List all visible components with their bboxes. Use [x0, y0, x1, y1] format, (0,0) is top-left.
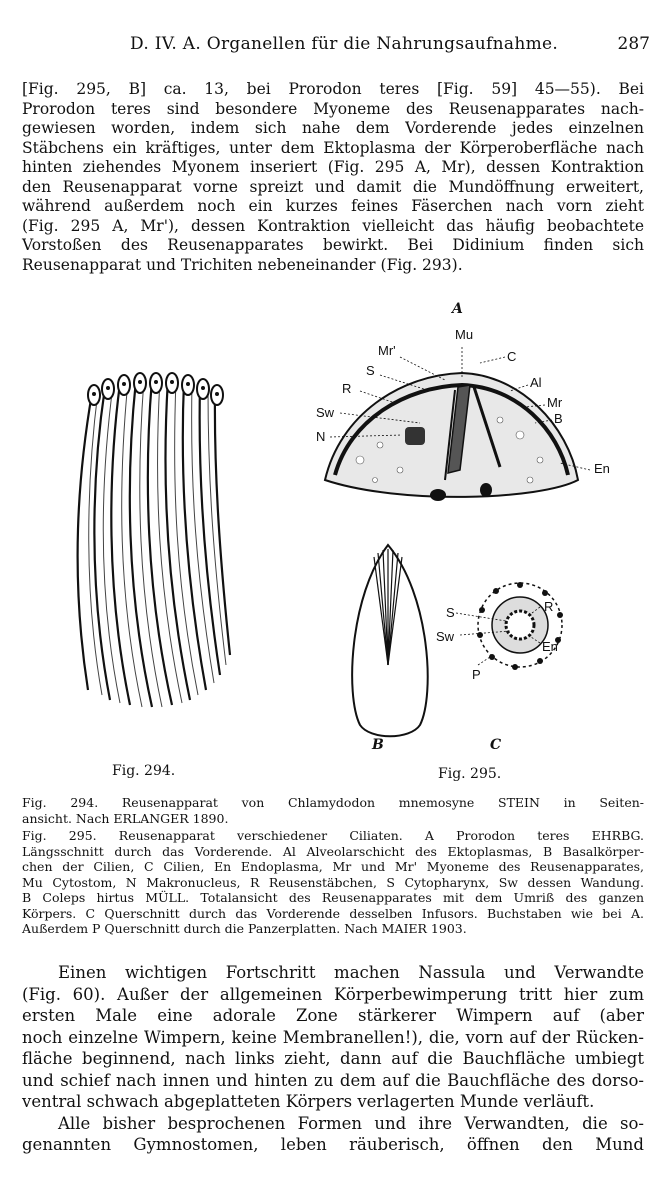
text-line: und schief nach innen und hinten zu dem auf die Bauchfläche des dorso-: [22, 1070, 644, 1090]
running-head: D. IV. A. Organellen für die Nahrungsaufnahme.: [130, 34, 559, 54]
text-line: hinten ziehendes Myonem inseriert (Fig. 295 A, Mr), dessen Kontraktion: [22, 158, 644, 176]
caption-line: chen der Cilien, C Cilien, En Endoplasma, Mr und Mr' Myoneme des Reusenapparates,: [22, 859, 644, 874]
text-line: (Fig. 60). Außer der allgemeinen Körperbewimperung tritt hier zum: [22, 984, 644, 1004]
text-line: gewiesen worden, indem sich nahe dem Vorderende jedes einzelnen: [22, 119, 644, 137]
panel-c-label: C: [490, 737, 502, 753]
text-line: (Fig. 295 A, Mr'), dessen Kontraktion vielleicht das häufig beobachtete: [22, 216, 644, 235]
label-C-S: S: [446, 605, 455, 620]
label-S: S: [366, 363, 375, 378]
figures-svg: [0, 295, 665, 785]
caption-line: Körpers. C Querschnitt durch das Vorderende desselben Infusors. Buchstaben wie bei A.: [22, 905, 644, 921]
label-Mr: Mr: [547, 395, 563, 410]
text-line: Reusenapparat und Trichiten nebeneinander (Fig. 293).: [22, 255, 463, 274]
text-line: noch einzelne Wimpern, keine Membranellen!), die, vorn auf der Rücken-: [22, 1027, 644, 1047]
fig-295a-illustration: [325, 373, 578, 501]
caption-fig-294: [22, 795, 644, 826]
text-line: ventral schwach abgeplatteten Körpers verlagerten Munde verläuft.: [22, 1092, 595, 1111]
text-line: Vorstoßen des Reusenapparates bewirkt. Bei Didinium finden sich: [22, 236, 644, 254]
page-header: [20, 34, 650, 60]
caption-line: ansicht. Nach ERLANGER 1890.: [22, 810, 229, 826]
label-Mr-prime: Mr': [378, 343, 396, 358]
fig-294-illustration: [78, 373, 230, 707]
text-line: ersten Male eine adorale Zone stärkerer Wimpern auf (aber: [22, 1006, 644, 1025]
caption-line: Längsschnitt durch das Vorderende. Al Alveolarschicht des Ektoplasmas, B Basalkörper-: [22, 843, 644, 859]
label-Al: Al: [530, 375, 542, 390]
panel-b-label: B: [372, 737, 384, 753]
label-N: N: [316, 429, 326, 444]
caption-line: B Coleps hirtus MÜLL. Totalansicht des Reusenapparates mit dem Umriß des ganzen: [22, 890, 644, 905]
text-line: während außerdem noch ein kurzes feines Fäserchen nach vorn zieht: [22, 197, 644, 215]
caption-line: Außerdem P Querschnitt durch die Panzerplatten. Nach MAIER 1903.: [22, 921, 467, 936]
caption-line: Fig. 295. Reusenapparat verschiedener Ciliaten. A Prorodon teres EHRBG.: [22, 828, 644, 843]
label-En: En: [594, 461, 610, 476]
label-C: C: [507, 349, 517, 364]
label-C-R: R: [544, 599, 554, 614]
text-line: genannten Gymnostomen, leben räuberisch, öffnen den Mund: [22, 1135, 644, 1154]
caption-line: Fig. 294. Reusenapparat von Chlamydodon mnemosyne STEIN in Seiten-: [22, 795, 644, 810]
label-C-P: P: [472, 667, 481, 682]
label-B: B: [554, 411, 563, 426]
fig-295b-illustration: [352, 545, 428, 736]
fig-295-label: Fig. 295.: [438, 766, 502, 782]
fig-295c-illustration: [477, 582, 563, 670]
label-R: R: [342, 381, 352, 396]
text-line: den Reusenapparat vorne spreizt und damit die Mundöffnung erweitert,: [22, 177, 644, 196]
text-line: [Fig. 295, B] ca. 13, bei Prorodon teres [Fig. 59] 45—55). Bei: [22, 80, 644, 98]
page-number: 287: [617, 34, 650, 54]
text-line: Stäbchens ein kräftiges, unter dem Ektoplasma der Körperoberfläche nach: [22, 138, 644, 157]
fig-294-label: Fig. 294.: [112, 763, 176, 779]
label-C-En: En: [542, 639, 558, 654]
caption-line: Mu Cytostom, N Makronucleus, R Reusenstäbchen, S Cytopharynx, Sw dessen Wandung.: [22, 874, 644, 890]
label-Mu: Mu: [455, 327, 474, 342]
caption-fig-295: [22, 828, 644, 937]
label-C-Sw: Sw: [436, 629, 455, 644]
text-line: Alle bisher besprochenen Formen und ihre Verwandten, die so-: [58, 1113, 644, 1133]
bottom-paragraph: [22, 962, 644, 1156]
figure-area: [0, 295, 665, 785]
panel-a-label: A: [452, 301, 463, 317]
text-line: Einen wichtigen Fortschritt machen Nassula und Verwandte: [58, 963, 644, 982]
top-paragraph: [22, 80, 644, 275]
text-line: Prorodon teres sind besondere Myoneme des Reusenapparates nach-: [22, 99, 644, 118]
text-line: fläche beginnend, nach links zieht, dann auf die Bauchfläche umbiegt: [22, 1049, 644, 1068]
label-Sw: Sw: [316, 405, 335, 420]
